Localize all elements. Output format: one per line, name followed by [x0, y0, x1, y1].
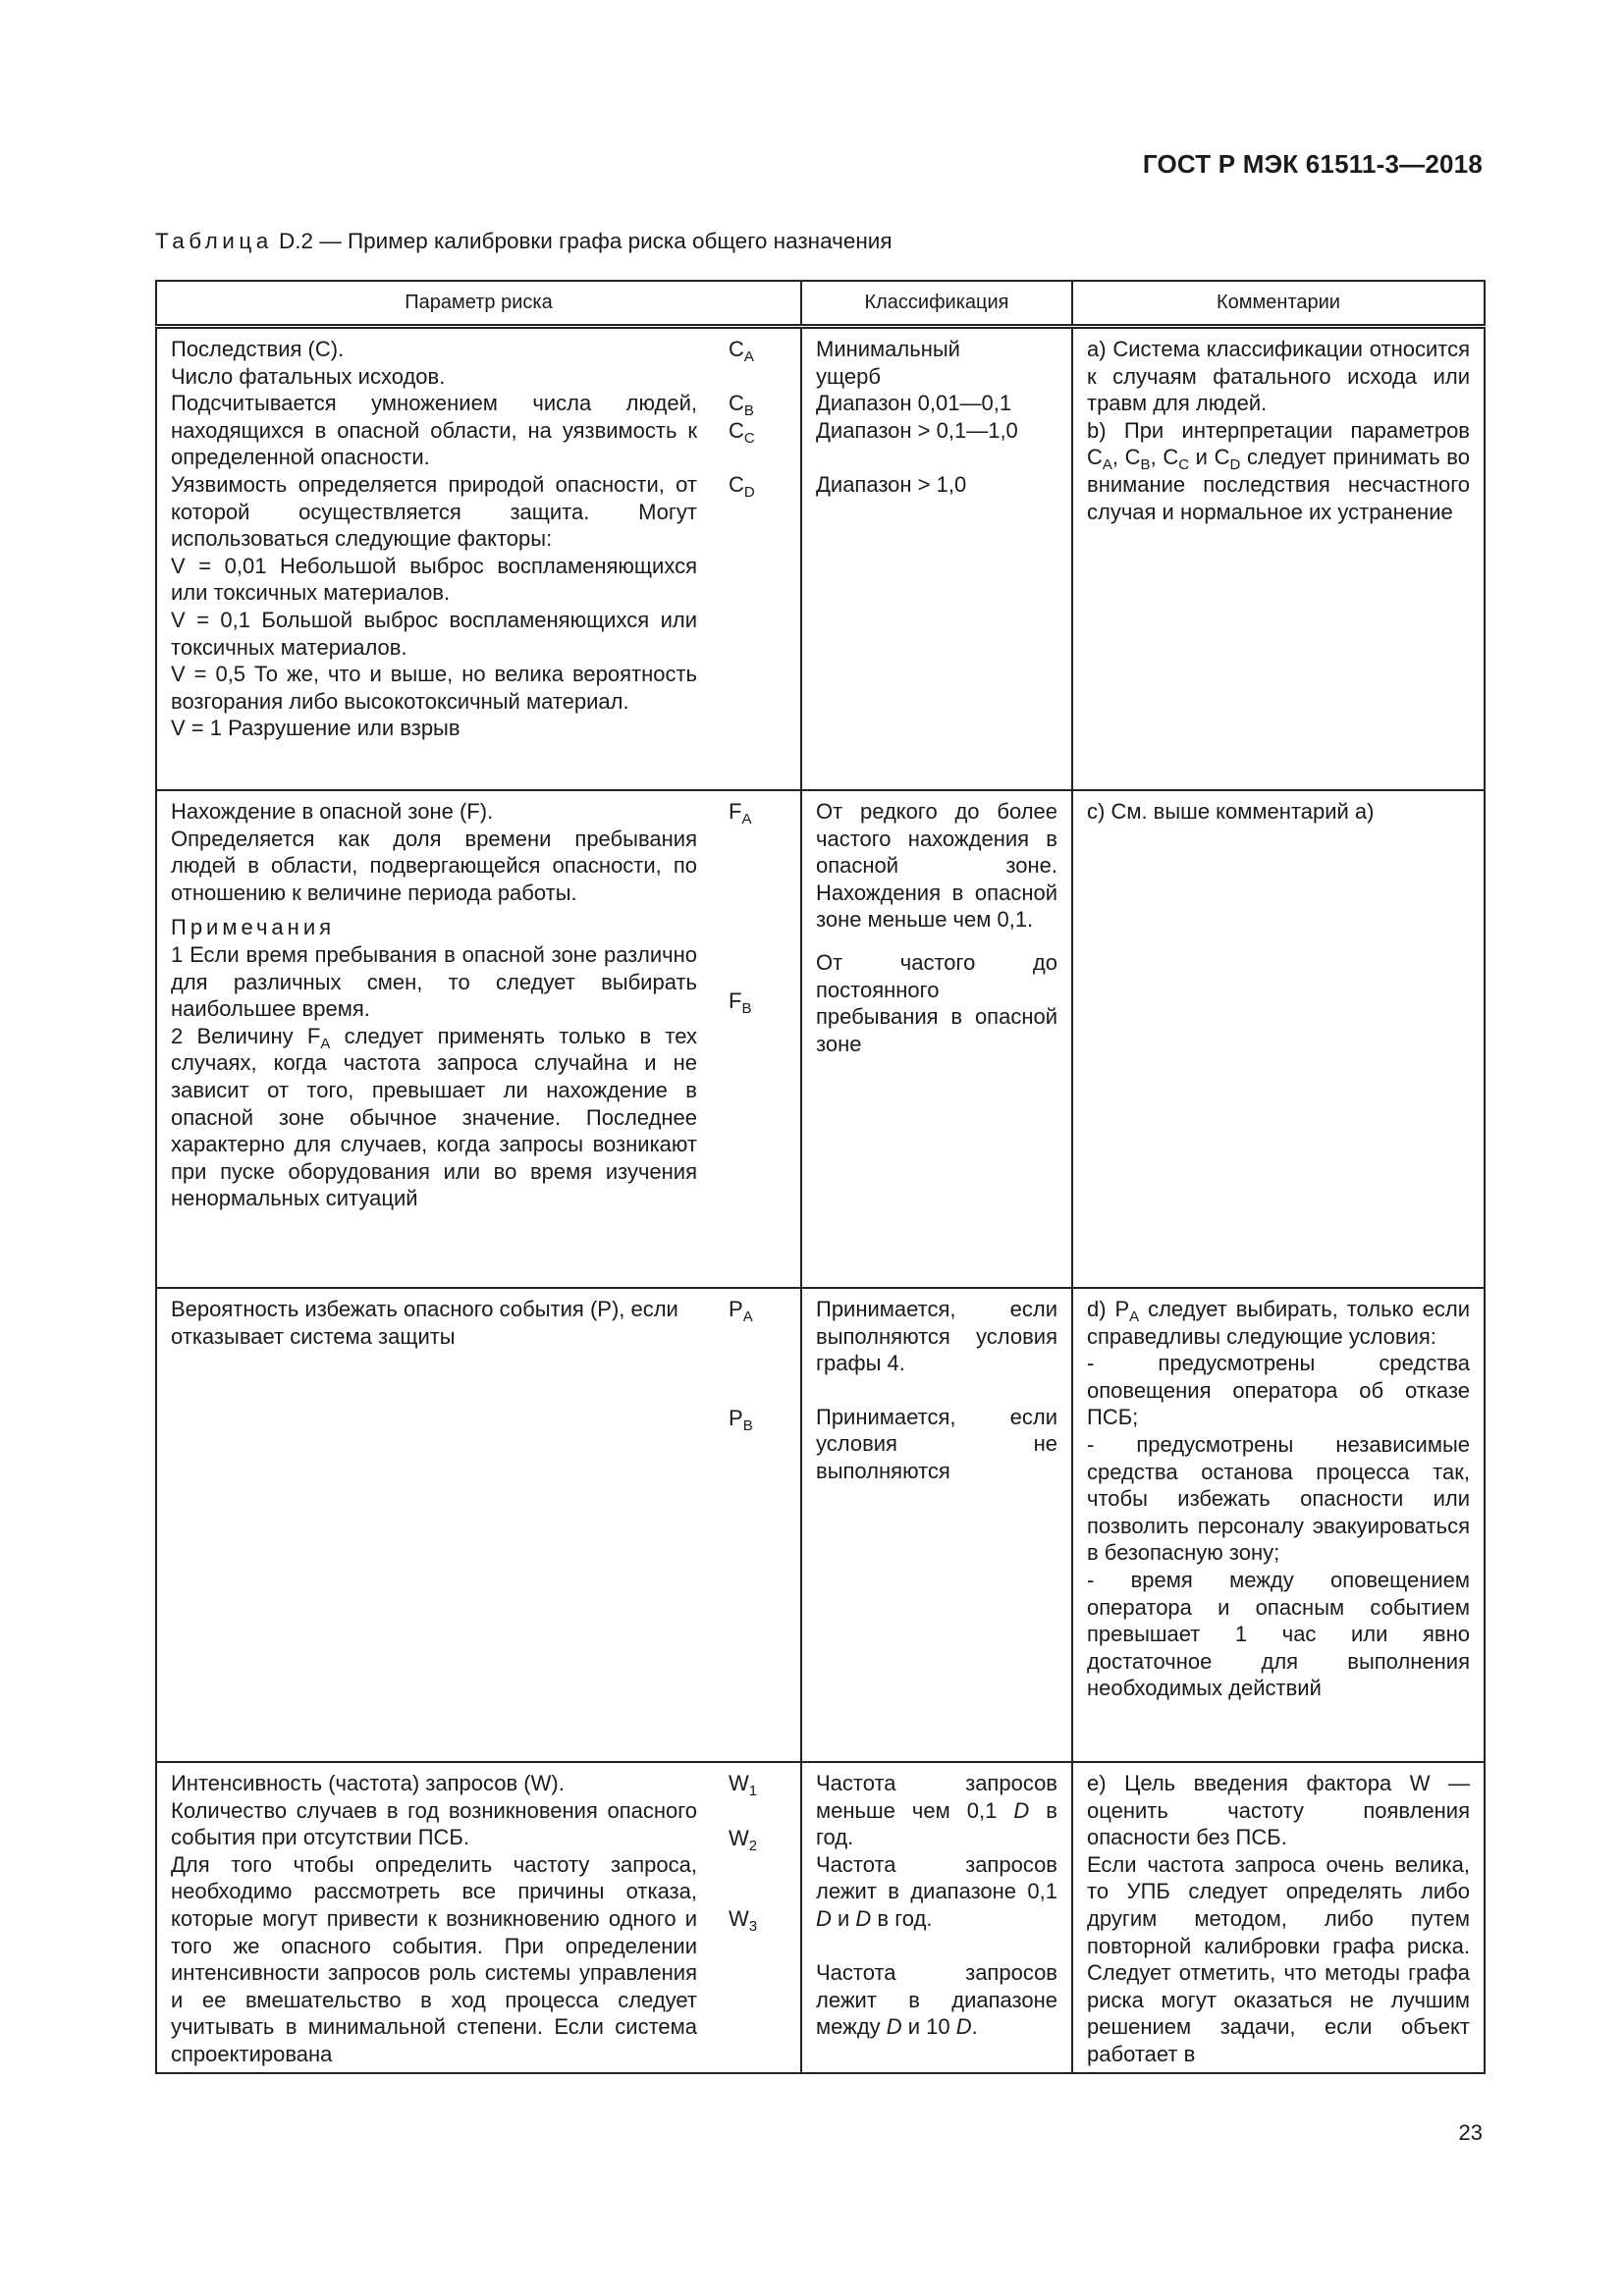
- note-text: 1 Если время пребывания в опасной зоне различно для различных смен, то следует выбирать наибольшее время.: [171, 941, 697, 1022]
- class-cell-avoidance: [801, 1288, 1072, 1762]
- comment-text: a) Система классификации относится к случаям фатального исхода или травм для людей.: [1087, 337, 1470, 416]
- class-text: Минимальный ущерб: [816, 337, 960, 389]
- param-text: Нахождение в опасной зоне (F).: [171, 799, 494, 824]
- symbol-cb: $C_B$: [729, 391, 754, 420]
- param-cell-demand-rate: [156, 1762, 711, 2073]
- param-text: Уязвимость определяется природой опасности, от которой осуществляется защита. Могут использоваться следующие факторы:: [171, 471, 697, 552]
- param-text: V = 1 Разрушение или взрыв: [171, 716, 460, 741]
- table-row-consequences: [156, 327, 1485, 791]
- table-row-exposure: [156, 790, 1485, 1288]
- class-text: Принимается, если условия не выполняются: [816, 1404, 1057, 1483]
- class-text: Частота запросов лежит в диапазоне между D и 10 D.: [816, 1960, 1057, 2040]
- param-cell-exposure: [156, 790, 711, 1288]
- class-text: От частого до постоянного пребывания в опасной зоне: [816, 949, 1057, 1056]
- param-text: Последствия (С).: [171, 337, 345, 361]
- class-text: Диапазон > 1,0: [816, 471, 967, 497]
- table-row-avoidance: [156, 1288, 1485, 1762]
- symbol-fa: $F_A$: [729, 799, 752, 828]
- comment-text: c) См. выше комментарий a): [1087, 799, 1375, 824]
- document-standard-code: ГОСТ Р МЭК 61511-3—2018: [1142, 149, 1483, 179]
- comment-text: b) При интерпретации параметров $C_A$, $C_B$, $C_C$ и $C_D$ следует принимать во внимание последствия несчастного случая и нормальное их устранение: [1087, 417, 1470, 524]
- param-text: Подсчитывается умножением числа людей, находящихся в опасной области, на уязвимость к определенной опасности.: [171, 391, 697, 470]
- comment-cell-consequences: [1072, 327, 1485, 791]
- class-cell-exposure: [801, 790, 1072, 1288]
- symbol-cell-avoidance: [711, 1288, 801, 1762]
- comment-text: - предусмотрены средства оповещения оператора об отказе ПСБ;: [1087, 1351, 1470, 1430]
- param-text: Для того чтобы определить частоту запроса, необходимо рассмотреть все причины отказа, которые могут привести к возникновению одного и того же опасного события. При определении интенсивности запросов роль системы управления и ее вмешательство в ход процесса следует учитывать в минимальной степени. Если система спроектирована: [171, 1851, 697, 2066]
- symbol-w1: $W_1$: [729, 1771, 758, 1799]
- class-text: Частота запросов меньше чем 0,1 D в год.: [816, 1771, 1057, 1850]
- table-header-row: [156, 281, 1485, 327]
- header-risk-parameter: Параметр риска: [156, 281, 801, 327]
- symbol-w2: $W_2$: [729, 1825, 758, 1854]
- comment-text: - предусмотрены независимые средства останова процесса так, чтобы избежать опасности или позволить персоналу эвакуироваться в безопасную зону;: [1087, 1431, 1470, 1566]
- note-text: 2 Величину $F_A$ следует применять только в тех случаях, когда частота запроса случайна и не зависит от того, превышает ли нахождение в опасной зоне обычное значение. Последнее характерно для случаев, когда запросы возникают при пуске оборудования или во время изучения ненормальных ситуаций: [171, 1023, 697, 1211]
- param-text: Определяется как доля времени пребывания людей в области, подвергающейся опасности, по отношению к величине периода работы.: [171, 826, 697, 905]
- comment-cell-exposure: [1072, 790, 1485, 1288]
- comment-text: Если частота запроса очень велика, то УПБ следует определять либо другим методом, либо путем повторной калибровки графа риска. Следует отметить, что методы графа риска могут оказаться не лучшим решением задачи, если объект работает в: [1087, 1851, 1470, 2066]
- param-text: Вероятность избежать опасного события (P), если отказывает система защиты: [171, 1297, 678, 1349]
- table-row-demand-rate: [156, 1762, 1485, 2073]
- symbol-ca: $C_A$: [729, 337, 754, 365]
- symbol-cell-demand-rate: [711, 1762, 801, 2073]
- class-text: Принимается, если выполняются условия графы 4.: [816, 1297, 1057, 1376]
- param-text: V = 0,5 То же, что и выше, но велика вероятность возгорания либо высокотоксичный материал.: [171, 662, 697, 714]
- symbol-cell-consequences: [711, 327, 801, 791]
- header-classification: Классификация: [801, 281, 1072, 327]
- param-text: V = 0,01 Небольшой выброс воспламеняющихся или токсичных материалов.: [171, 553, 697, 606]
- table-caption: [155, 229, 893, 254]
- symbol-pa: $P_A$: [729, 1297, 753, 1325]
- comment-cell-demand-rate: [1072, 1762, 1485, 2073]
- notes-title: Примечания: [171, 915, 336, 940]
- class-cell-demand-rate: [801, 1762, 1072, 2073]
- page-number: 23: [1458, 2120, 1483, 2145]
- symbol-w3: $W_3$: [729, 1906, 758, 1936]
- param-text: Интенсивность (частота) запросов (W).: [171, 1771, 565, 1795]
- comment-cell-avoidance: [1072, 1288, 1485, 1762]
- class-text: Диапазон > 0,1—1,0: [816, 417, 1018, 443]
- comment-text: - время между оповещением оператора и опасным событием превышает 1 час или явно достаточное для выполнения необходимых действий: [1087, 1567, 1470, 1701]
- symbol-cd: $C_D$: [729, 471, 755, 501]
- comment-text: e) Цель введения фактора W — оценить частоту появления опасности без ПСБ.: [1087, 1771, 1470, 1850]
- symbol-pb: $P_B$: [729, 1405, 753, 1434]
- comment-text: d) $P_A$ следует выбирать, только если справедливы следующие условия:: [1087, 1297, 1470, 1349]
- class-cell-consequences: [801, 327, 1072, 791]
- caption-text: D.2 — Пример калибровки графа риска общего назначения: [272, 229, 893, 253]
- param-text: Число фатальных исходов.: [171, 363, 446, 389]
- param-cell-avoidance: [156, 1288, 711, 1762]
- param-cell-consequences: [156, 327, 711, 791]
- param-text: Количество случаев в год возникновения опасного события при отсутствии ПСБ.: [171, 1797, 697, 1850]
- risk-calibration-table: [155, 280, 1486, 2074]
- class-text: От редкого до более частого нахождения в опасной зоне. Нахождения в опасной зоне меньше чем 0,1.: [816, 799, 1057, 933]
- header-comments: Комментарии: [1072, 281, 1485, 327]
- class-text: Диапазон 0,01—0,1: [816, 391, 1012, 416]
- symbol-fb: $F_B$: [729, 988, 752, 1017]
- caption-label: Таблица: [155, 229, 273, 253]
- symbol-cc: $C_C$: [729, 417, 755, 447]
- param-text: V = 0,1 Большой выброс воспламеняющихся или токсичных материалов.: [171, 607, 697, 660]
- symbol-cell-exposure: [711, 790, 801, 1288]
- class-text: Частота запросов лежит в диапазоне 0,1 D и D в год.: [816, 1851, 1057, 1931]
